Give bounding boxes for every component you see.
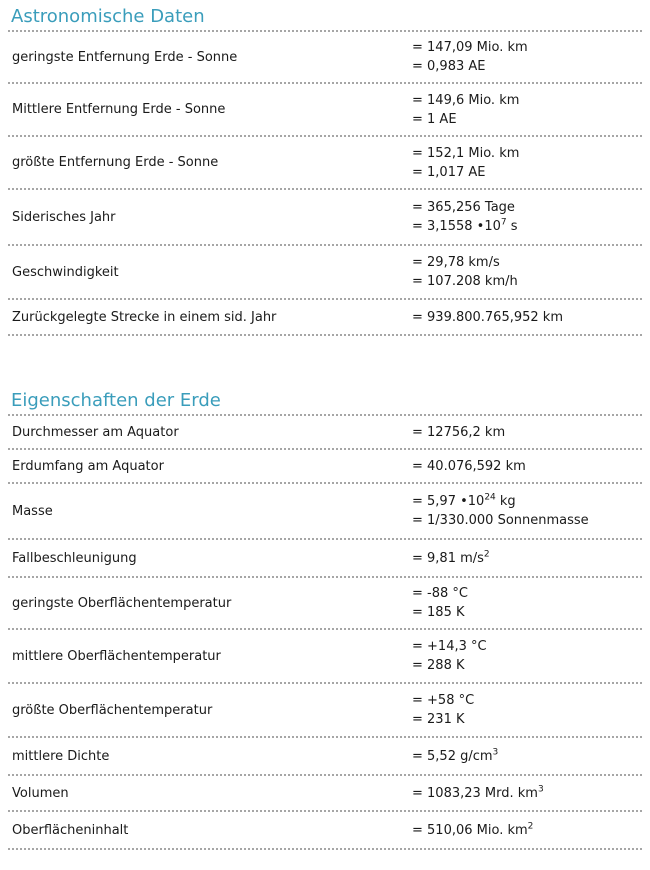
row-values	[412, 38, 642, 76]
table-row	[8, 812, 642, 850]
row-value: = 231 K	[412, 712, 465, 727]
row-value: = 149,6 Mio. km	[412, 92, 520, 108]
row-value: = 40.076,592 km	[412, 458, 526, 474]
row-label: mittlere Oberflächentemperatur	[12, 648, 221, 664]
row-value: = 9,81 $m/s^2$	[412, 549, 490, 566]
table-row	[8, 540, 642, 578]
row-value: = 29,78 km/s	[412, 255, 500, 270]
section-title-earth-properties: Eigenschaften der Erde	[11, 390, 221, 411]
row-value: = 1,017 AE	[412, 164, 486, 180]
row-value: = 0,983 AE	[412, 59, 486, 74]
row-label: Fallbeschleunigung	[12, 550, 137, 566]
row-value: = 1083,23 Mrd. $km^3$	[412, 784, 544, 801]
row-value: = 12756,2 km	[412, 424, 506, 440]
astronomical-data-table	[8, 30, 642, 336]
row-values	[412, 784, 642, 803]
row-label: Zurückgelegte Strecke in einem sid. Jahr	[12, 309, 277, 325]
table-row	[8, 84, 642, 137]
row-value: = +58 °C	[412, 693, 475, 708]
row-values	[412, 821, 642, 840]
row-values	[412, 253, 642, 291]
row-values	[412, 637, 642, 675]
row-values	[412, 144, 642, 182]
row-values	[412, 308, 642, 327]
table-row	[8, 32, 642, 84]
row-values	[412, 691, 642, 729]
row-label: Durchmesser am Äquator	[12, 424, 179, 440]
row-label: Volumen	[12, 785, 69, 801]
row-value: = 1 AE	[412, 111, 457, 127]
row-value: = 5,52 $g/cm^3$	[412, 747, 499, 764]
earth-properties-section	[8, 388, 642, 850]
astronomical-data-section	[8, 4, 642, 336]
row-label: geringste Entfernung Erde - Sonne	[12, 49, 238, 65]
table-row	[8, 190, 642, 246]
row-value: = 185 K	[412, 605, 465, 620]
table-row	[8, 450, 642, 484]
row-label: mittlere Dichte	[12, 748, 110, 764]
table-row	[8, 300, 642, 336]
table-row	[8, 630, 642, 684]
row-values	[412, 549, 642, 568]
table-row	[8, 684, 642, 738]
row-value: = -88 °C	[412, 586, 468, 601]
row-values	[412, 747, 642, 766]
row-value: = 939.800.765,952 km	[412, 309, 563, 325]
row-value: = 3,1558 $•10^7$ s	[412, 217, 518, 234]
row-values	[412, 198, 642, 236]
row-value: = 510,06 Mio. $km^2$	[412, 821, 534, 838]
table-row	[8, 137, 642, 190]
row-value: = 365,256 Tage	[412, 200, 515, 215]
row-value: = +14,3 °C	[412, 639, 487, 654]
row-value: = 288 K	[412, 658, 465, 673]
table-row	[8, 738, 642, 776]
row-label: Siderisches Jahr	[12, 209, 116, 225]
table-row	[8, 416, 642, 450]
row-label: größte Oberflächentemperatur	[12, 702, 213, 718]
table-row	[8, 578, 642, 630]
table-row	[8, 484, 642, 540]
table-row	[8, 776, 642, 812]
row-label: Geschwindigkeit	[12, 264, 119, 280]
row-values	[412, 457, 642, 476]
row-values	[412, 492, 642, 530]
row-value: = 5,97 $•10^{24}$ kg	[412, 492, 516, 509]
table-row	[8, 246, 642, 300]
row-values	[412, 584, 642, 622]
row-values	[412, 91, 642, 129]
row-label: Mittlere Entfernung Erde - Sonne	[12, 102, 226, 117]
row-values	[412, 423, 642, 442]
row-label: Masse	[12, 503, 53, 519]
row-label: Oberflächeninhalt	[12, 822, 129, 838]
row-label: größte Entfernung Erde - Sonne	[12, 155, 219, 170]
earth-properties-table	[8, 414, 642, 850]
row-label: Erdumfang am Äquator	[12, 458, 164, 474]
row-value: = 1/330.000 Sonnenmasse	[412, 513, 589, 528]
row-value: = 147,09 Mio. km	[412, 40, 528, 55]
section-title-astronomical-data: Astronomische Daten	[11, 6, 205, 27]
row-label: geringste Oberflächentemperatur	[12, 595, 232, 611]
row-value: = 152,1 Mio. km	[412, 145, 520, 161]
row-value: = 107.208 km/h	[412, 274, 518, 289]
